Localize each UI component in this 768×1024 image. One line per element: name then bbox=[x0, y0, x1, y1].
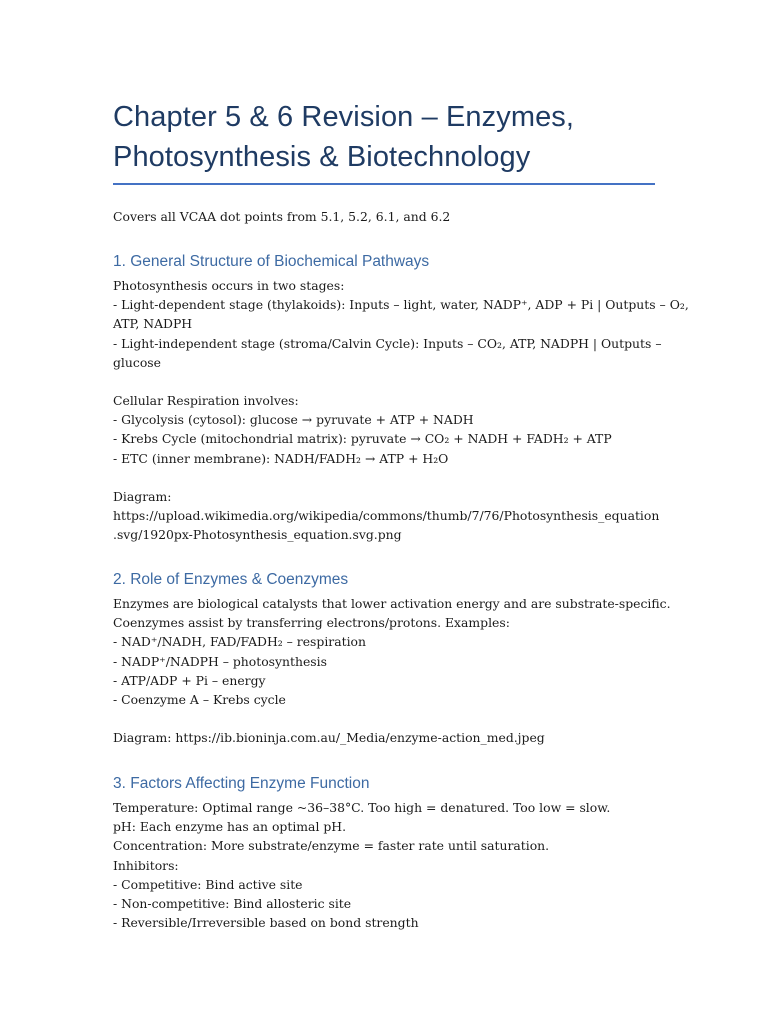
body-line: - Light-independent stage (stroma/Calvin Cycle): Inputs – CO₂, ATP, NADPH | Outputs – bbox=[113, 335, 662, 351]
body-line: Temperature: Optimal range ~36–38°C. Too high = denatured. Too low = slow. bbox=[113, 800, 611, 815]
body-line: Inhibitors: bbox=[113, 857, 179, 873]
body-line: Photosynthesis occurs in two stages: bbox=[113, 278, 345, 293]
blank-line bbox=[113, 709, 658, 728]
section-2 bbox=[113, 569, 671, 747]
document-subtitle: Covers all VCAA dot points from 5.1, 5.2, 6.1, and 6.2 bbox=[113, 209, 451, 224]
section-heading: 3. Factors Affecting Enzyme Function bbox=[113, 775, 370, 792]
document-page bbox=[113, 0, 689, 931]
document-title bbox=[113, 97, 658, 177]
section-1 bbox=[113, 251, 689, 544]
body-line: - Reversible/Irreversible based on bond strength bbox=[113, 915, 419, 931]
body-line: pH: Each enzyme has an optimal pH. bbox=[113, 819, 347, 835]
section-heading: 1. General Structure of Biochemical Pathways bbox=[113, 253, 430, 270]
section-3 bbox=[113, 773, 658, 932]
body-line: glucose bbox=[113, 354, 161, 370]
section-body bbox=[113, 798, 658, 932]
body-line: - NAD⁺/NADH, FAD/FADH₂ – respiration bbox=[113, 634, 366, 650]
blank-line bbox=[113, 372, 658, 391]
body-line: - Non-competitive: Bind allosteric site bbox=[113, 896, 352, 912]
body-line: - ATP/ADP + Pi – energy bbox=[113, 672, 266, 688]
body-line: - Glycolysis (cytosol): glucose → pyruvate + ATP + NADH bbox=[113, 412, 474, 428]
title-divider bbox=[113, 183, 655, 185]
body-line: Cellular Respiration involves: bbox=[113, 393, 299, 409]
section-body bbox=[113, 276, 689, 544]
body-line: Coenzymes assist by transferring electrons/protons. Examples: bbox=[113, 615, 510, 631]
title-line-1: Chapter 5 & 6 Revision – Enzymes, bbox=[113, 101, 575, 133]
diagram-link-line-2: .svg/1920px-Photosynthesis_equation.svg.png bbox=[113, 527, 402, 543]
body-line: Concentration: More substrate/enzyme = faster rate until saturation. bbox=[113, 838, 550, 854]
body-line: Enzymes are biological catalysts that lower activation energy and are substrate-specific. bbox=[113, 596, 671, 611]
diagram-link-line-1: https://upload.wikimedia.org/wikipedia/commons/thumb/7/76/Photosynthesis_equation bbox=[113, 508, 660, 524]
blank-line bbox=[113, 468, 658, 487]
body-line: - Competitive: Bind active site bbox=[113, 876, 303, 892]
body-line: - ETC (inner membrane): NADH/FADH₂ → ATP + H₂O bbox=[113, 450, 449, 466]
body-line: - NADP⁺/NADPH – photosynthesis bbox=[113, 653, 327, 669]
body-line: ATP, NADPH bbox=[113, 316, 193, 332]
body-line: - Coenzyme A – Krebs cycle bbox=[113, 692, 286, 708]
section-heading: 2. Role of Enzymes & Coenzymes bbox=[113, 571, 349, 588]
diagram-link-line: Diagram: https://ib.bioninja.com.au/_Media/enzyme-action_med.jpeg bbox=[113, 730, 545, 746]
section-body bbox=[113, 594, 671, 747]
body-line: Diagram: bbox=[113, 488, 172, 504]
title-line-2: Photosynthesis & Biotechnology bbox=[113, 141, 531, 173]
body-line: - Krebs Cycle (mitochondrial matrix): pyruvate → CO₂ + NADH + FADH₂ + ATP bbox=[113, 431, 612, 447]
body-line: - Light-dependent stage (thylakoids): Inputs – light, water, NADP⁺, ADP + Pi | Outputs – O₂, bbox=[113, 297, 689, 313]
